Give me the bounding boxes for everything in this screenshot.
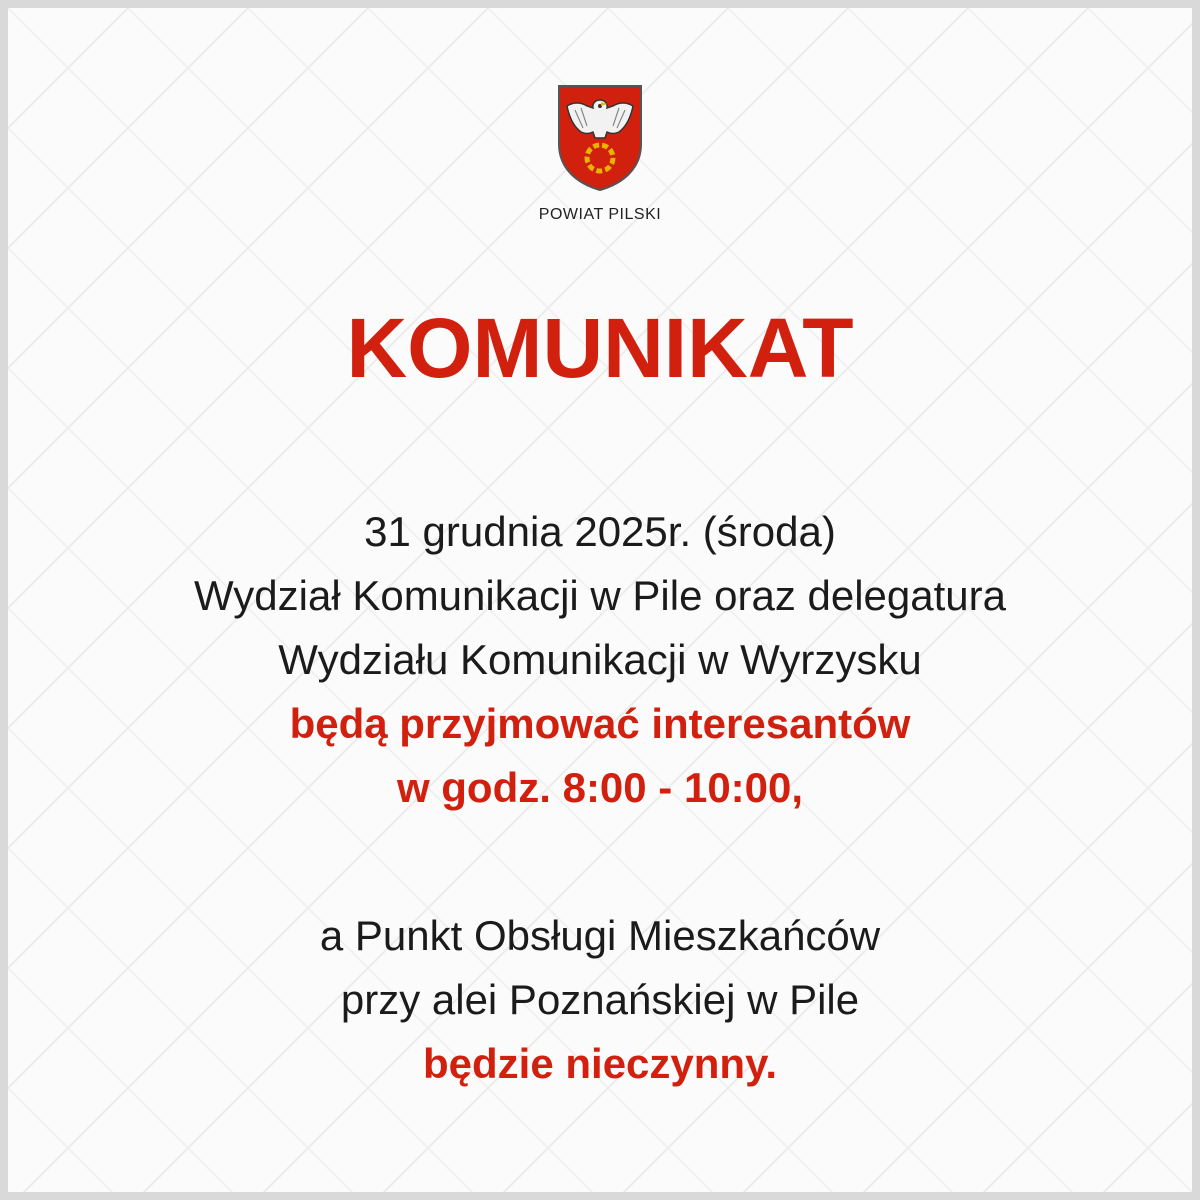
notice-card [8, 8, 1192, 1192]
hours-line-2: w godz. 8:00 - 10:00, [396, 764, 804, 811]
spacer [8, 820, 1192, 904]
hours-line-1: będą przyjmować interesantów [289, 700, 911, 747]
point-line-1: a Punkt Obsługi Mieszkańców [319, 912, 881, 959]
notice-body [8, 500, 1192, 1096]
closed-line: będzie nieczynny. [423, 1040, 777, 1087]
office-line-1: Wydział Komunikacji w Pile oraz delegatura [194, 572, 1006, 619]
office-line-2: Wydziału Komunikacji w Wyrzysku [278, 636, 922, 683]
notice-title: KOMUNIKAT [346, 301, 854, 395]
org-name: POWIAT PILSKI [538, 206, 662, 223]
point-line-2: przy alei Poznańskiej w Pile [340, 976, 860, 1023]
date-line: 31 grudnia 2025r. (środa) [364, 508, 836, 555]
coat-of-arms-eagle-icon [555, 82, 645, 192]
